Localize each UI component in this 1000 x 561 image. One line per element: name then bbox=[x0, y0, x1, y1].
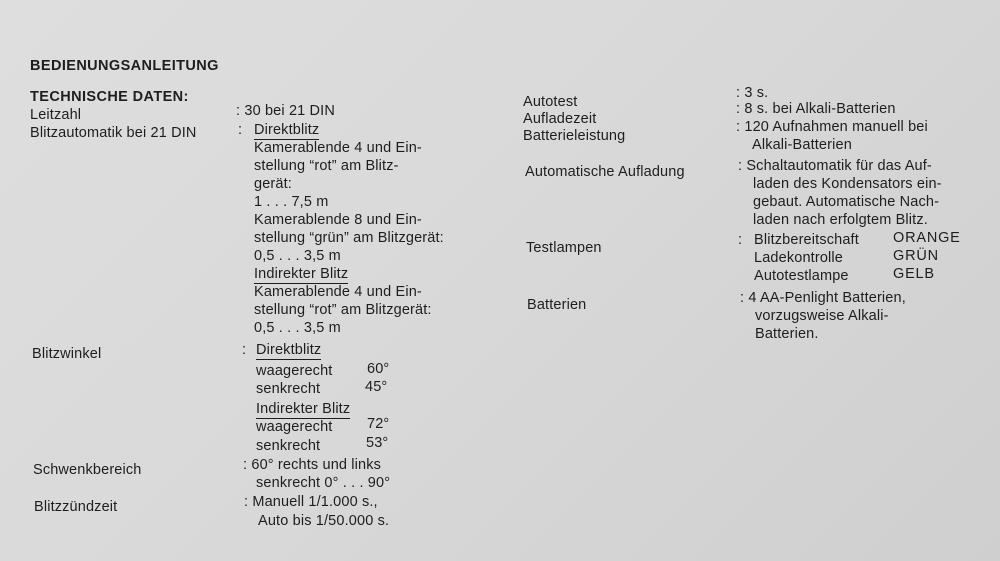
schwenkbereich-label: Schwenkbereich bbox=[33, 462, 142, 478]
blitzwinkel-indirekt-vertical-label: senkrecht bbox=[256, 438, 321, 454]
aufladung-label: Automatische Aufladung bbox=[525, 164, 685, 180]
blitzzuendzeit-label: Blitzzündzeit bbox=[34, 499, 118, 515]
blitzautomatik-label: Blitzautomatik bei 21 DIN bbox=[30, 125, 197, 141]
batterieleistung-label: Batterieleistung bbox=[523, 128, 626, 144]
blitzzuendzeit-line: Auto bis 1/50.000 s. bbox=[258, 513, 390, 529]
direktblitz-title: Direktblitz bbox=[254, 122, 320, 138]
aufladezeit-value: : 8 s. bei Alkali-Batterien bbox=[736, 101, 896, 117]
manual-heading: BEDIENUNGSANLEITUNG bbox=[30, 58, 219, 74]
batterien-line: Batterien. bbox=[755, 326, 819, 342]
testlampe-name: Ladekontrolle bbox=[754, 250, 844, 266]
batterieleistung-line: Alkali-Batterien bbox=[752, 137, 852, 153]
leitzahl-label: Leitzahl bbox=[30, 107, 82, 123]
autotest-value: : 3 s. bbox=[736, 85, 769, 101]
testlampe-name: Blitzbereitschaft bbox=[754, 232, 859, 248]
blitzautomatik-line: gerät: bbox=[254, 176, 292, 192]
blitzwinkel-direkt-vertical-value: 45° bbox=[365, 379, 388, 395]
blitzzuendzeit-line: : Manuell 1/1.000 s., bbox=[244, 494, 378, 510]
blitzwinkel-direkt-vertical-label: senkrecht bbox=[256, 381, 321, 397]
schwenkbereich-line: senkrecht 0° . . . 90° bbox=[256, 475, 391, 491]
batterieleistung-line: : 120 Aufnahmen manuell bei bbox=[736, 119, 928, 135]
blitzautomatik-line: Kamerablende 8 und Ein- bbox=[254, 212, 422, 228]
blitzwinkel-indirekt-vertical-value: 53° bbox=[366, 435, 389, 451]
leitzahl-value: : 30 bei 21 DIN bbox=[236, 103, 335, 119]
blitzautomatik-line: 1 . . . 7,5 m bbox=[254, 194, 329, 210]
aufladung-line: laden des Kondensators ein- bbox=[753, 176, 942, 192]
blitzwinkel-direkt-horizontal-label: waagerecht bbox=[256, 363, 333, 379]
aufladung-line: : Schaltautomatik für das Auf- bbox=[738, 158, 932, 174]
indirekter-blitz-title: Indirekter Blitz bbox=[254, 266, 349, 282]
batterien-line: : 4 AA-Penlight Batterien, bbox=[740, 290, 906, 306]
aufladung-line: gebaut. Automatische Nach- bbox=[753, 194, 940, 210]
blitzwinkel-direkt-horizontal-value: 60° bbox=[367, 361, 390, 377]
blitzwinkel-indirekt-horizontal-value: 72° bbox=[367, 416, 390, 432]
testlampen-label: Testlampen bbox=[526, 240, 602, 256]
blitzautomatik-line: stellung “rot” am Blitzgerät: bbox=[254, 302, 432, 318]
aufladezeit-label: Aufladezeit bbox=[523, 111, 597, 127]
blitzautomatik-line: 0,5 . . . 3,5 m bbox=[254, 320, 341, 336]
blitzwinkel-colon: : bbox=[242, 342, 247, 358]
blitzautomatik-line: stellung “rot” am Blitz- bbox=[254, 158, 399, 174]
blitzwinkel-direkt-title: Direktblitz bbox=[256, 342, 322, 358]
blitzwinkel-indirekt-title: Indirekter Blitz bbox=[256, 401, 351, 417]
batterien-label: Batterien bbox=[527, 297, 587, 313]
blitzautomatik-line: Kamerablende 4 und Ein- bbox=[254, 284, 422, 300]
testlampe-name: Autotestlampe bbox=[754, 268, 849, 284]
schwenkbereich-line: : 60° rechts und links bbox=[243, 457, 382, 473]
autotest-label: Autotest bbox=[523, 94, 578, 110]
testlampe-color: GELB bbox=[893, 266, 935, 282]
testlampen-colon: : bbox=[738, 232, 743, 248]
blitzautomatik-line: 0,5 . . . 3,5 m bbox=[254, 248, 341, 264]
technical-data-heading: TECHNISCHE DATEN: bbox=[30, 89, 189, 105]
blitzwinkel-indirekt-horizontal-label: waagerecht bbox=[256, 419, 333, 435]
blitzautomatik-line: stellung “grün” am Blitzgerät: bbox=[254, 230, 444, 246]
testlampe-color: GRÜN bbox=[893, 248, 939, 264]
batterien-line: vorzugsweise Alkali- bbox=[755, 308, 889, 324]
testlampe-color: ORANGE bbox=[893, 230, 961, 246]
blitzautomatik-colon: : bbox=[238, 122, 243, 138]
aufladung-line: laden nach erfolgtem Blitz. bbox=[753, 212, 928, 228]
blitzwinkel-label: Blitzwinkel bbox=[32, 346, 102, 362]
blitzautomatik-line: Kamerablende 4 und Ein- bbox=[254, 140, 422, 156]
